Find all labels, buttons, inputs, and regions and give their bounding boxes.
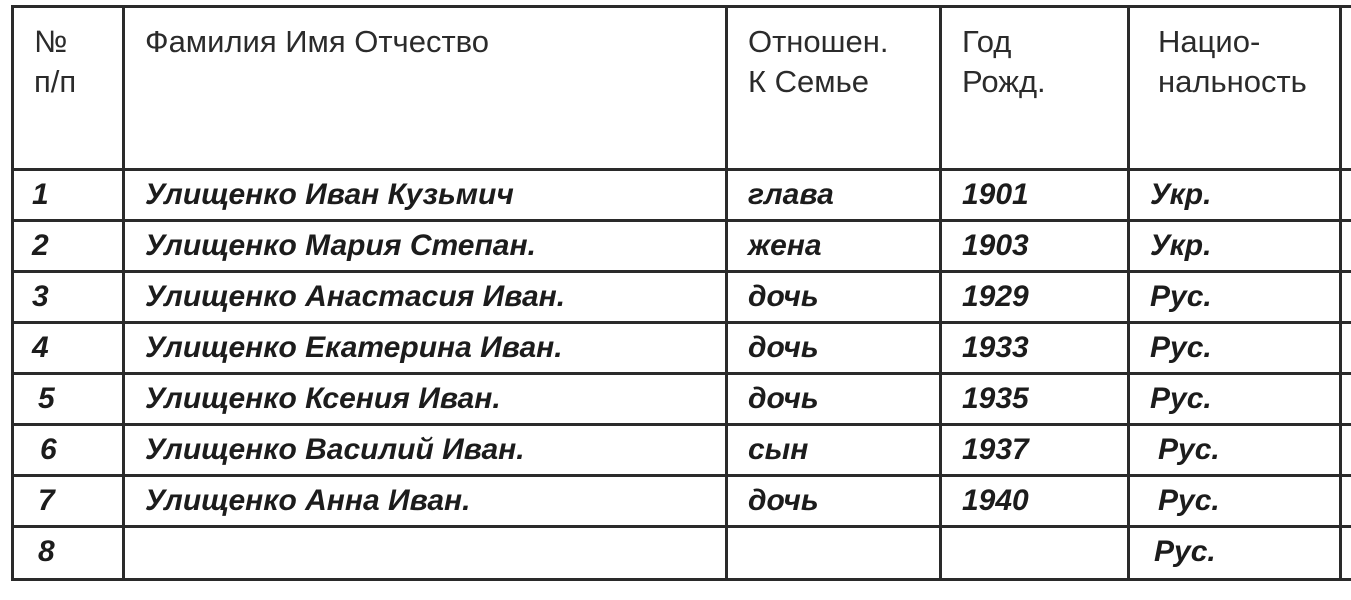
row-extra [1341, 323, 1351, 374]
row-name: Улищенко Екатерина Иван. [124, 323, 727, 374]
row-relation: дочь [727, 323, 941, 374]
header-year [941, 7, 1129, 170]
row-nationality: Рус. [1129, 323, 1341, 374]
header-row [13, 7, 1351, 170]
row-nationality: Рус. [1129, 425, 1341, 476]
family-register-table [11, 5, 1351, 581]
row-year: 1940 [941, 476, 1129, 527]
row-num: 7 [13, 476, 124, 527]
row-extra [1341, 272, 1351, 323]
header-relation-line-2: К Семье [748, 64, 870, 99]
row-name [124, 527, 727, 580]
row-relation: дочь [727, 272, 941, 323]
table-row [13, 374, 1351, 425]
row-nationality: Укр. [1129, 221, 1341, 272]
header-nationality-line-2: нальность [1158, 64, 1307, 99]
row-nationality: Рус. [1129, 476, 1341, 527]
row-extra [1341, 374, 1351, 425]
row-nationality: Рус. [1129, 527, 1341, 580]
table-row [13, 170, 1351, 221]
row-extra [1341, 527, 1351, 580]
header-extra [1341, 7, 1351, 170]
row-nationality: Рус. [1129, 272, 1341, 323]
row-num: 1 [13, 170, 124, 221]
header-num-line-2: п/п [34, 64, 77, 99]
row-name: Улищенко Анна Иван. [124, 476, 727, 527]
row-year: 1935 [941, 374, 1129, 425]
row-relation [727, 527, 941, 580]
row-extra [1341, 425, 1351, 476]
row-num: 8 [13, 527, 124, 580]
row-nationality: Укр. [1129, 170, 1341, 221]
header-relation-line-1: Отношен. [748, 24, 889, 59]
row-year: 1903 [941, 221, 1129, 272]
table-row [13, 221, 1351, 272]
family-register-sheet [11, 5, 1351, 575]
row-year: 1933 [941, 323, 1129, 374]
table-row [13, 425, 1351, 476]
header-nationality [1129, 7, 1341, 170]
row-extra [1341, 221, 1351, 272]
table-row [13, 323, 1351, 374]
row-name: Улищенко Мария Степан. [124, 221, 727, 272]
row-num: 2 [13, 221, 124, 272]
row-year: 1901 [941, 170, 1129, 221]
header-num-line-1: № [34, 24, 68, 59]
header-name [124, 7, 727, 170]
header-name-line-1: Фамилия Имя Отчество [145, 24, 489, 59]
header-num [13, 7, 124, 170]
row-nationality: Рус. [1129, 374, 1341, 425]
row-year: 1937 [941, 425, 1129, 476]
row-relation: дочь [727, 374, 941, 425]
row-extra [1341, 476, 1351, 527]
row-num: 3 [13, 272, 124, 323]
row-relation: дочь [727, 476, 941, 527]
header-year-line-2: Рожд. [962, 64, 1046, 99]
row-year [941, 527, 1129, 580]
row-num: 4 [13, 323, 124, 374]
row-relation: глава [727, 170, 941, 221]
row-extra [1341, 170, 1351, 221]
row-name: Улищенко Ксения Иван. [124, 374, 727, 425]
header-nationality-line-1: Нацио- [1158, 24, 1261, 59]
row-name: Улищенко Василий Иван. [124, 425, 727, 476]
row-relation: сын [727, 425, 941, 476]
row-num: 6 [13, 425, 124, 476]
table-row [13, 272, 1351, 323]
row-num: 5 [13, 374, 124, 425]
header-relation [727, 7, 941, 170]
row-relation: жена [727, 221, 941, 272]
table-row [13, 476, 1351, 527]
row-name: Улищенко Анастасия Иван. [124, 272, 727, 323]
table-row [13, 527, 1351, 580]
row-year: 1929 [941, 272, 1129, 323]
row-name: Улищенко Иван Кузьмич [124, 170, 727, 221]
header-year-line-1: Год [962, 24, 1012, 59]
